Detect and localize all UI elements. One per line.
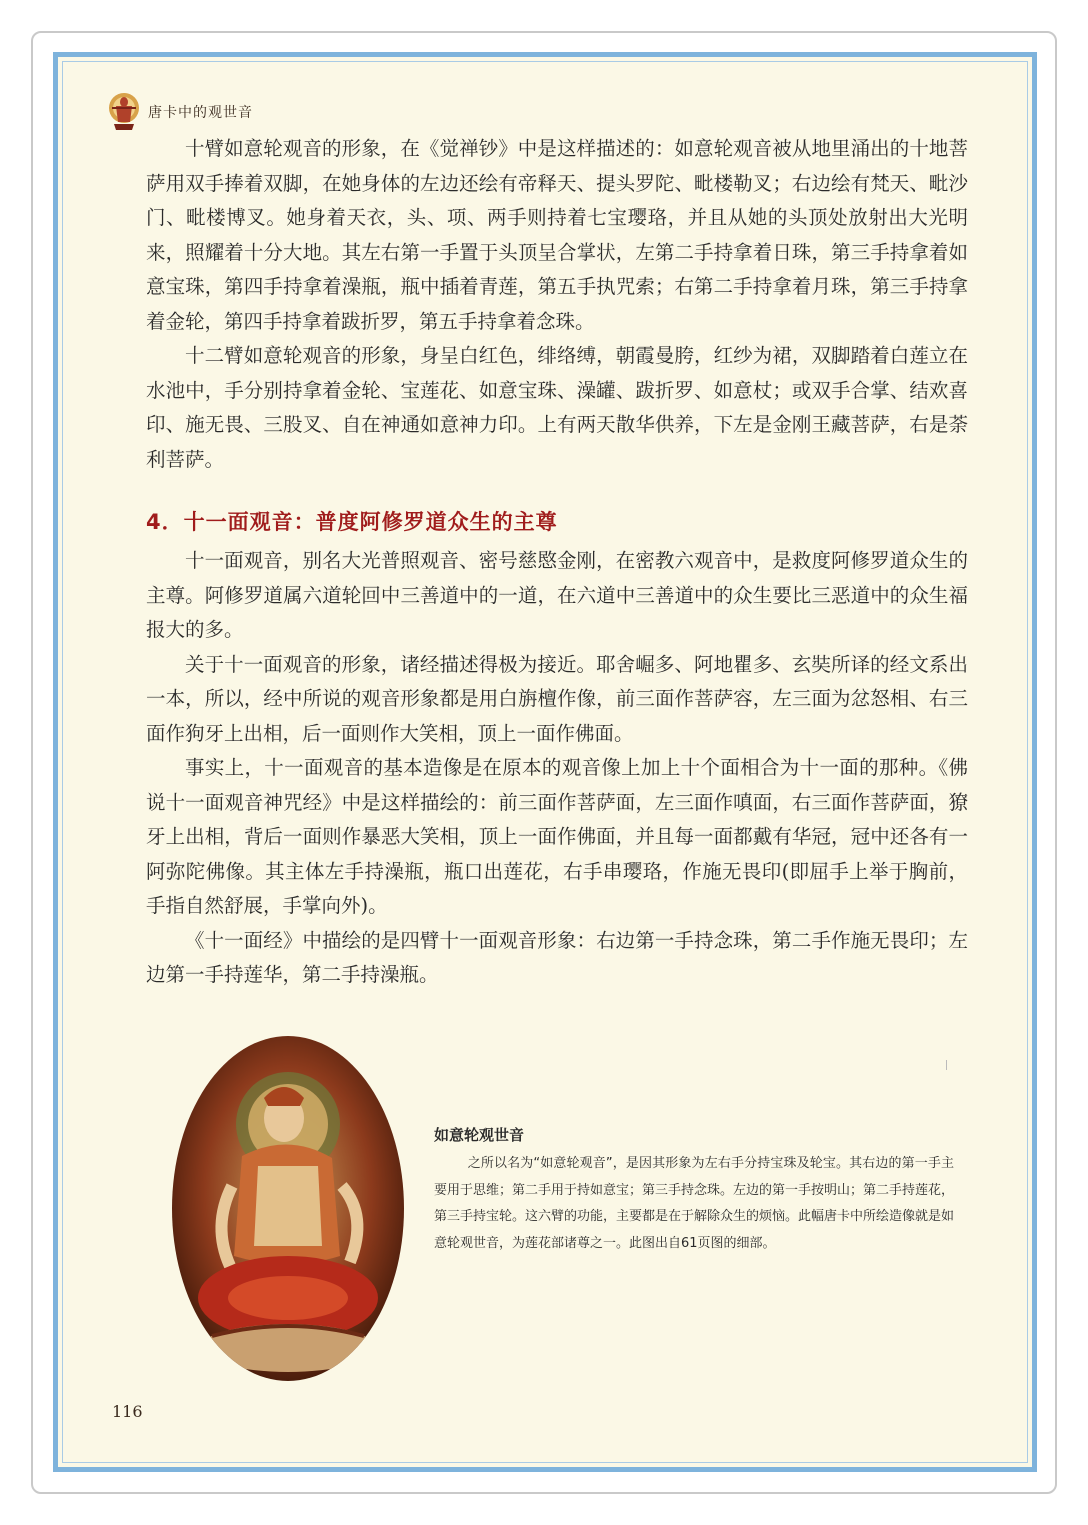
paragraph: 事实上，十一面观音的基本造像是在原本的观音像上加上十个面相合为十一面的那种。《佛说十一面观音神咒经》中是这样描绘的：前三面作菩萨面，左三面作嗔面，右三面作菩萨面，獠牙上出相，背后一面则作暴恶大笑相，顶上一面作佛面，并且每一面都戴有华冠，冠中还各有一阿弥陀佛像。其主体左手持澡瓶，瓶口出莲花，右手串璎珞，作施无畏印(即屈手上举于胸前，手指自然舒展，手掌向外)。 — [146, 756, 968, 917]
figure-caption — [434, 1124, 954, 1257]
section-heading: 4．十一面观音：普度阿修罗道众生的主尊 — [146, 510, 558, 534]
avalokiteshvara-figure-icon — [106, 92, 142, 132]
thangka-detail-image — [172, 1036, 404, 1381]
running-header — [106, 92, 253, 132]
body-text-top — [146, 132, 968, 477]
paragraph: 十臂如意轮观音的形象，在《觉禅钞》中是这样描述的：如意轮观音被从地里涌出的十地菩萨用双手捧着双脚，在她身体的左边还绘有帝释天、提头罗陀、毗楼勒叉；右边绘有梵天、毗沙门、毗楼博叉。她身着天衣，头、项、两手则持着七宝璎珞，并且从她的头顶处放射出大光明来，照耀着十分大地。其左右第一手置于头顶呈合掌状，左第二手持拿着日珠，第三手持拿着如意宝珠，第四手持拿着澡瓶，瓶中插着青莲，第五手执咒索；右第二手持拿着月珠，第三手持拿着金轮，第四手持拿着跋折罗，第五手持拿着念珠。 — [146, 137, 968, 333]
body-text-section — [146, 544, 968, 993]
caption-title: 如意轮观世音 — [434, 1126, 525, 1144]
paragraph: 十二臂如意轮观音的形象，身呈白红色，绯络缚，朝霞曼胯，红纱为裙，双脚踏着白莲立在水池中，手分别持拿着金轮、宝莲花、如意宝珠、澡罐、跋折罗、如意杖；或双手合掌、结欢喜印、施无畏、三股叉、自在神通如意神力印。上有两天散华供养，下左是金刚王藏菩萨，右是荼利菩萨。 — [146, 344, 968, 471]
caption-text: 之所以名为“如意轮观音”，是因其形象为左右手分持宝珠及轮宝。其右边的第一手主要用于思维；第二手用于持如意宝；第三手持念珠。左边的第一手按明山；第二手持莲花，第三手持宝轮。这六臂的功能，主要都是在于解除众生的烦恼。此幅唐卡中所绘造像就是如意轮观世音，为莲花部诸尊之一。此图出自61页图的细部。 — [434, 1156, 955, 1251]
paragraph: 关于十一面观音的形象，诸经描述得极为接近。耶舍崛多、阿地瞿多、玄奘所译的经文系出一本，所以，经中所说的观音形象都是用白旃檀作像，前三面作菩萨容，左三面为忿怒相、右三面作狗牙上出相，后一面则作大笑相，顶上一面作佛面。 — [146, 652, 968, 745]
paragraph: 十一面观音，别名大光普照观音、密号慈愍金刚，在密教六观音中，是救度阿修罗道众生的主尊。阿修罗道属六道轮回中三善道中的一道，在六道中三善道中的众生要比三恶道中的众生福报大的多。 — [146, 549, 968, 641]
page-number: 116 — [112, 1402, 143, 1421]
paragraph: 《十一面经》中描绘的是四臂十一面观音形象：右边第一手持念珠，第二手作施无畏印；左边第一手持莲华，第二手持澡瓶。 — [146, 928, 968, 986]
decorative-mark — [946, 1060, 947, 1070]
running-header-title: 唐卡中的观世音 — [148, 105, 253, 121]
